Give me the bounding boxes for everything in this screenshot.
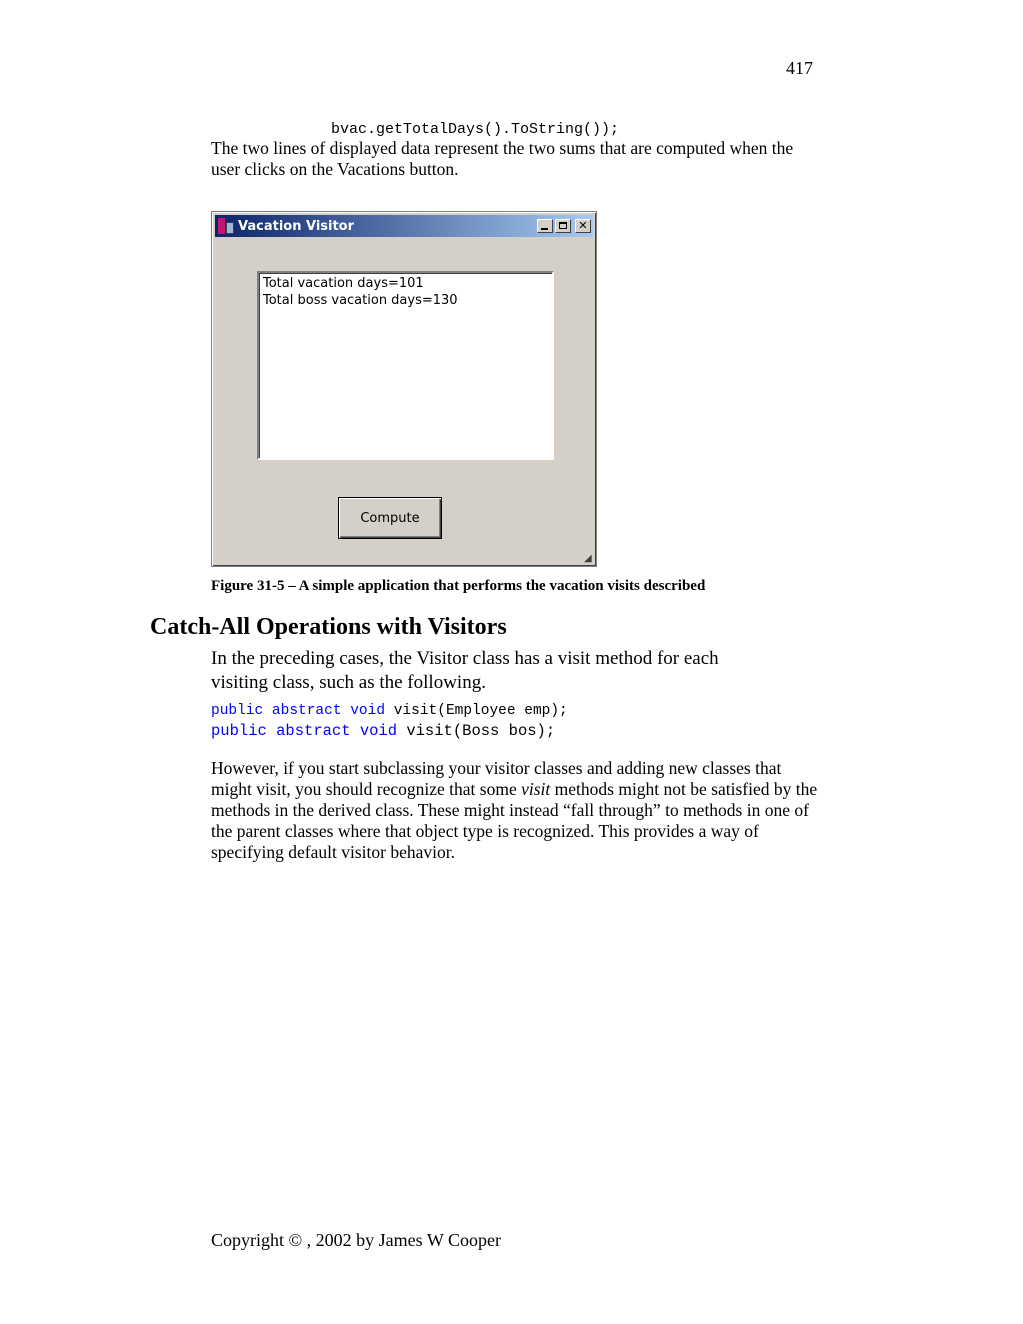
resize-grip-icon[interactable]: ◢ <box>584 553 592 564</box>
window-title: Vacation Visitor <box>238 218 355 234</box>
minimize-button[interactable] <box>537 219 553 233</box>
list-item[interactable]: Total boss vacation days=130 <box>263 293 458 308</box>
code-line <box>211 703 568 719</box>
code-rest: visit(Boss bos); <box>397 722 556 740</box>
page-number: 417 <box>786 58 813 78</box>
paragraph-visitor: In the preceding cases, the Visitor class has a visit method for each visiting class, such as the following. <box>211 648 719 693</box>
close-icon: ✕ <box>578 219 588 232</box>
emphasis-visit: visit <box>521 779 551 799</box>
vacation-visitor-window <box>211 211 597 567</box>
list-item[interactable]: Total vacation days=101 <box>263 276 424 291</box>
paragraph-text: methods might not be satisfied by the methods in the derived class. These might instead “fall through” to methods in one of the parent classes where that object type is recognized. This provides a way of specifying default visitor behavior. <box>211 779 818 862</box>
compute-button-label: Compute <box>360 510 420 526</box>
code-keywords: public abstract void <box>211 722 398 740</box>
maximize-button[interactable] <box>555 219 571 233</box>
code-keywords: public abstract void <box>211 703 386 719</box>
close-button[interactable] <box>575 219 591 233</box>
paragraph-text: However, if you start subclassing your visitor classes and adding new classes that might visit, you should recognize that some <box>211 758 782 799</box>
minimize-icon <box>541 228 548 230</box>
code-rest: visit(Employee emp); <box>385 703 568 719</box>
code-line <box>211 722 555 740</box>
app-icon <box>218 218 234 234</box>
maximize-icon <box>559 222 567 229</box>
copyright-footer: Copyright © , 2002 by James W Cooper <box>211 1230 501 1250</box>
compute-button[interactable] <box>338 497 442 539</box>
window-titlebar[interactable] <box>215 215 593 237</box>
paragraph-fallthrough <box>211 758 821 863</box>
results-listbox[interactable] <box>257 271 554 460</box>
section-heading: Catch-All Operations with Visitors <box>150 614 507 640</box>
paragraph-intro: The two lines of displayed data represent the two sums that are computed when the user clicks on the Vacations button. <box>211 138 794 179</box>
figure-caption: Figure 31-5 – A simple application that performs the vacation visits described <box>211 578 706 594</box>
code-snippet-top: bvac.getTotalDays().ToString()); <box>331 121 620 138</box>
